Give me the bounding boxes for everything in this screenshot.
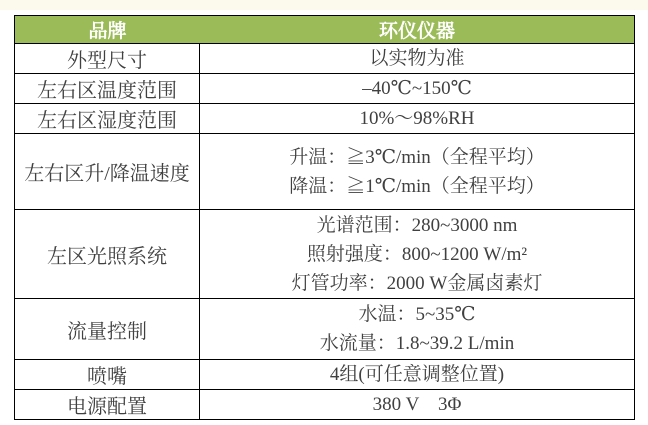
table-row-power-config — [15, 390, 635, 420]
spec-value-line: 照射强度：800~1200 W/m² — [306, 243, 528, 265]
header-brand-label: 品牌 — [88, 21, 127, 42]
row-value-heating-cooling-rate — [200, 134, 635, 210]
row-value-flow-control — [200, 299, 635, 360]
spec-value-line: 灯管功率：2000 W金属卤素灯 — [291, 272, 543, 294]
table-header-cell — [15, 16, 635, 44]
spec-value-line: –40℃~150℃ — [362, 78, 472, 99]
spec-table — [14, 15, 635, 420]
table-row-nozzle — [15, 360, 635, 390]
spec-value-line: 水温：5~35℃ — [358, 304, 476, 325]
spec-value-line: 380 V 3Φ — [372, 394, 462, 415]
spec-value-line: 升温：≧3℃/min（全程平均） — [289, 146, 545, 168]
spec-value-line: 光谱范围：280~3000 nm — [316, 214, 518, 236]
top-strip — [0, 0, 648, 10]
table-row-light-system — [15, 210, 635, 299]
table-row-flow-control — [15, 299, 635, 360]
spec-value-line: 4组(可任意调整位置) — [329, 364, 505, 385]
table-row-exterior-size — [15, 44, 635, 74]
row-value-temperature-range — [200, 74, 635, 104]
row-value-nozzle — [200, 360, 635, 390]
row-label-light-system: 左区光照系统 — [15, 210, 200, 299]
row-label-temperature-range: 左右区温度范围 — [15, 74, 200, 104]
row-label-flow-control: 流量控制 — [15, 299, 200, 360]
table-row-temperature-range — [15, 74, 635, 104]
row-label-nozzle: 喷嘴 — [15, 360, 200, 390]
row-label-heating-cooling-rate: 左右区升/降温速度 — [15, 134, 200, 210]
row-label-humidity-range: 左右区湿度范围 — [15, 104, 200, 134]
row-label-exterior-size: 外型尺寸 — [15, 44, 200, 74]
row-value-power-config — [200, 390, 635, 420]
table-row-heating-cooling-rate — [15, 134, 635, 210]
spec-value-line: 水流量：1.8~39.2 L/min — [319, 333, 515, 354]
row-value-light-system — [200, 210, 635, 299]
table-row-humidity-range — [15, 104, 635, 134]
spec-value-line: 以实物为准 — [369, 48, 465, 69]
header-brand-value: 环仪仪器 — [379, 21, 456, 42]
row-value-exterior-size — [200, 44, 635, 74]
spec-value-line: 10%～98%RH — [359, 108, 475, 129]
row-value-humidity-range — [200, 104, 635, 134]
table-header-row — [15, 16, 635, 44]
spec-value-line: 降温：≧1℃/min（全程平均） — [289, 175, 545, 197]
row-label-power-config: 电源配置 — [15, 390, 200, 420]
